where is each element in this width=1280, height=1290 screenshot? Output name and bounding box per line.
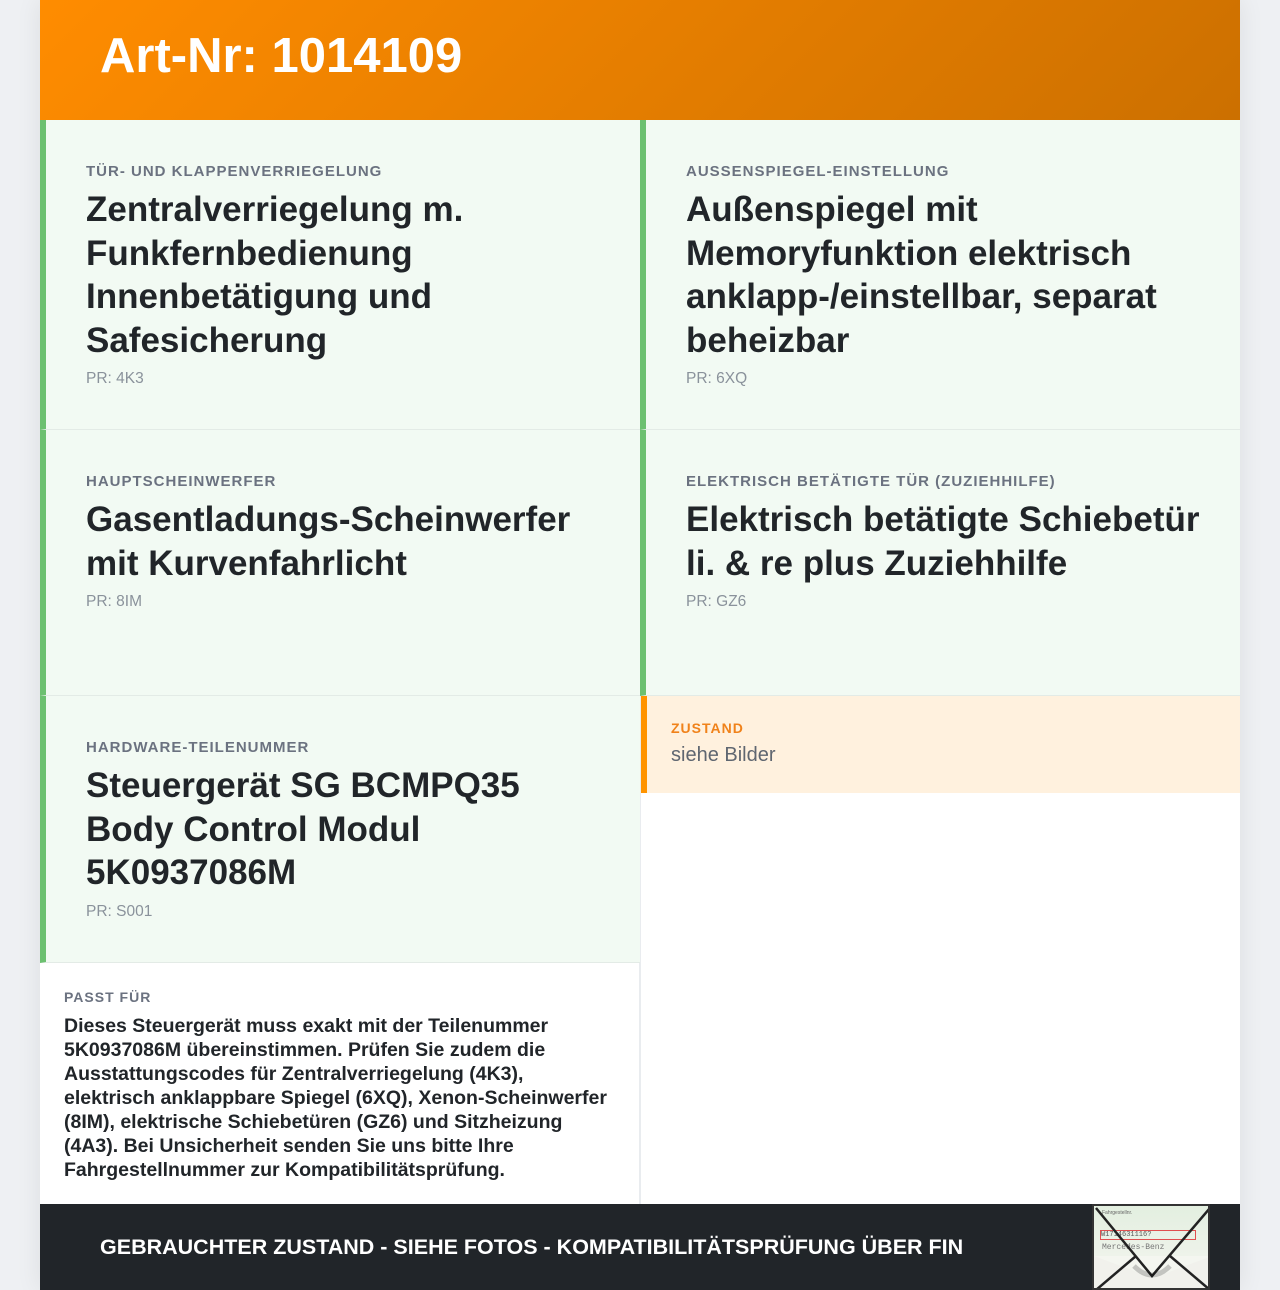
feature-pr-code: PR: GZ6 xyxy=(686,593,747,610)
feature-card-electric-door xyxy=(640,430,1240,696)
feature-card-hardware-part-number xyxy=(40,696,640,963)
feature-pr-code: PR: 4K3 xyxy=(86,370,144,387)
product-sheet xyxy=(40,0,1240,1290)
feature-value: Steuergerät SG BCMPQ35 Body Control Modul 5K0937086M xyxy=(86,766,520,892)
condition-label: ZUSTAND xyxy=(671,720,744,736)
fits-label: PASST FÜR xyxy=(64,989,152,1005)
feature-label: AUSSENSPIEGEL-EINSTELLUNG xyxy=(686,163,950,180)
feature-label: TÜR- UND KLAPPENVERRIEGELUNG xyxy=(86,163,383,180)
feature-label: HAUPTSCHEINWERFER xyxy=(86,473,277,490)
doc-brand: Mercedes-Benz xyxy=(1102,1243,1165,1252)
footer-bar xyxy=(40,1204,1240,1290)
envelope-vin-icon[interactable] xyxy=(1092,1204,1210,1290)
doc-caption: Fahrgestellnr. xyxy=(1102,1210,1133,1216)
feature-card-door-locking xyxy=(40,120,640,430)
feature-value: Gasentladungs-Scheinwerfer mit Kurvenfahrlicht xyxy=(86,500,571,583)
vin-highlight: W1714631116? xyxy=(1100,1230,1196,1240)
feature-card-mirror-adjustment xyxy=(640,120,1240,430)
fits-description: Dieses Steuergerät muss exakt mit der Teilenummer 5K0937086M übereinstimmen. Prüfen Sie zudem die Ausstattungscodes für Zentralverriegelung (4K3), elektrisch anklappbare Spiegel (6XQ), Xenon-Scheinwerfer (8IM), elektrische Schiebetüren (GZ6) und Sitzheizung (4A3). Bei Unsicherheit senden Sie uns bitte Ihre Fahrgestellnummer zur Kompatibilitätsprüfung. xyxy=(64,1015,607,1181)
feature-label: HARDWARE-TEILENUMMER xyxy=(86,739,310,756)
right-column-bottom xyxy=(640,696,1240,1204)
condition-value: siehe Bilder xyxy=(671,744,776,766)
left-column-bottom xyxy=(40,696,640,1204)
feature-pr-code: PR: S001 xyxy=(86,902,153,920)
feature-pr-code: PR: 6XQ xyxy=(686,370,748,387)
envelope-flap-icon xyxy=(1094,1206,1210,1290)
fits-for-section xyxy=(40,963,640,1204)
feature-value: Außenspiegel mit Memoryfunktion elektrisch anklapp-/einstellbar, separat beheizbar xyxy=(686,190,1157,360)
feature-value: Elektrisch betätigte Schiebetür li. & re plus Zuziehhilfe xyxy=(686,500,1200,583)
feature-grid xyxy=(40,120,1240,1204)
feature-card-headlights xyxy=(40,430,640,696)
feature-label: ELEKTRISCH BETÄTIGTE TÜR (ZUZIEHHILFE) xyxy=(686,473,1056,490)
feature-value: Zentralverriegelung m. Funkfernbedienung Innenbetätigung und Safesicherung xyxy=(86,190,464,360)
condition-card xyxy=(641,696,1240,793)
footer-notice: GEBRAUCHTER ZUSTAND - SIEHE FOTOS - KOMPATIBILITÄTSPRÜFUNG ÜBER FIN xyxy=(100,1234,964,1259)
header-banner xyxy=(40,0,1240,120)
article-number-title: Art-Nr: 1014109 xyxy=(100,29,463,83)
feature-pr-code: PR: 8IM xyxy=(86,593,142,610)
